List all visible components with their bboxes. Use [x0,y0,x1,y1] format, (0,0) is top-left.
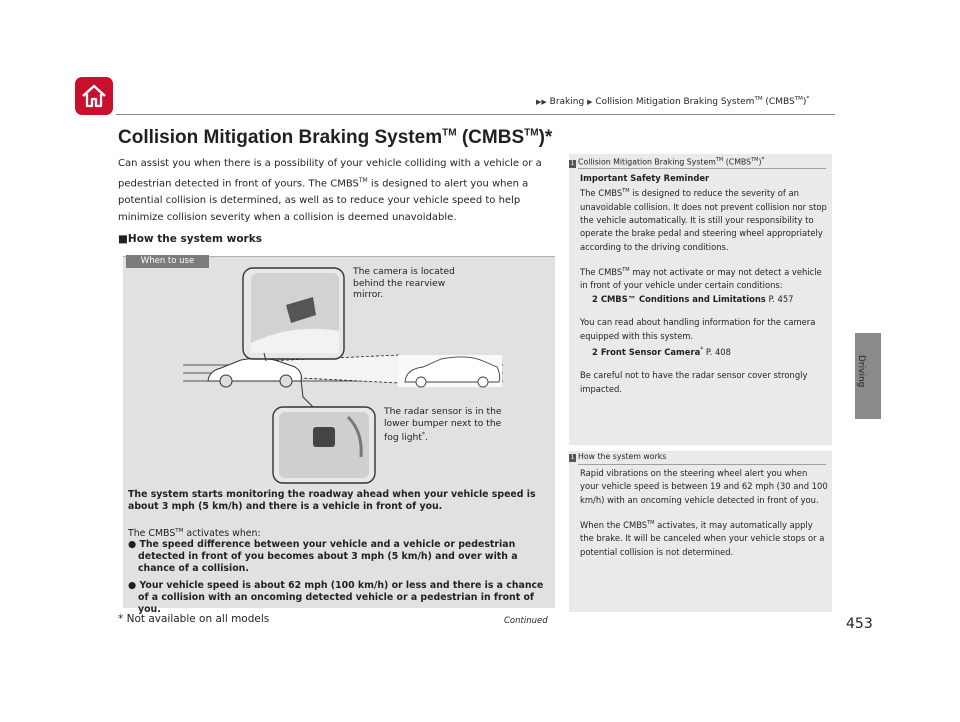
xref-arrow-icon: 2 [592,346,598,357]
page-number: 453 [846,616,873,632]
radar-note: The radar sensor is in the lower bumper next to the fog light*. [384,406,502,444]
list-item: ● Your vehicle speed is about 62 mph (100 km/h) or less and there is a chance of a collision with an oncoming detected vehicle or a pedestrian in front of you. [128,580,544,615]
section-heading: ■How the system works [118,233,262,245]
callout-line [301,380,313,407]
sidebar-note-heading: 1 Collision Mitigation Braking System™ (CMBS™)* [570,156,765,167]
breadcrumb-arrow-icon: ▶▶ [536,98,547,106]
breadcrumb-current: Collision Mitigation Braking System™ (CMBS™)* [595,95,810,107]
footnote: * Not available on all models [118,613,270,625]
note-marker-icon: 1 [570,159,575,167]
page-title: Collision Mitigation Braking System™ (CMBS™)* [118,127,553,148]
activates-text: The CMBS™ activates when: [128,528,261,540]
sidebar-note-body: Rapid vibrations on the steering wheel alert you when your vehicle speed is between 19 and 62 mph (30 and 100 km/h) with an oncoming vehicle detected in front of you. When the CMBS™ activates, it may automatically apply the brake. It will be canceled when your vehicle stops or a potential collision is not determined. [580,468,828,557]
radar-sensor [313,427,335,447]
wheel [416,377,426,387]
xref-arrow-icon: 2 [592,293,598,304]
note-marker-icon: 1 [570,454,575,461]
home-icon [80,82,108,110]
continued-label: Continued [504,616,548,626]
sidebar-divider [578,168,826,169]
header-divider [116,114,835,115]
intro-paragraph: Can assist you when there is a possibility of your vehicle colliding with a vehicle or a pedestrian detected in front of yours. The CMBS™ is designed to alert you when a potential collision is determined, as well as to reduce your vehicle speed to help minimize collision severity when a collision is deemed unavoidable. [118,158,542,224]
xref-front-sensor-camera[interactable]: 2 Front Sensor Camera* P. 408 [580,343,828,359]
sidebar-note-heading: 1 How the system works [570,452,667,461]
breadcrumb-link-braking[interactable]: Braking [549,97,585,107]
system-illustration [123,257,555,492]
section-tab-label: Driving [856,355,866,388]
when-to-use-badge: When to use [126,255,209,268]
sidebar-divider [578,464,826,465]
wheel [220,375,232,387]
wheel [280,375,292,387]
wheel [478,377,488,387]
monitor-text: The system starts monitoring the roadway ahead when your vehicle speed is about 3 mph (5 km/h) and there is a vehicle in front of you. [128,489,536,512]
camera-note: The camera is located behind the rearview mirror. [353,266,455,300]
home-button[interactable] [75,77,113,115]
xref-conditions-limitations[interactable]: 2 CMBS™ Conditions and Limitations P. 457 [580,293,828,306]
breadcrumb [536,95,809,107]
sidebar-note-body: Important Safety Reminder The CMBS™ is designed to reduce the severity of an unavoidable collision. It does not prevent collision nor stop the vehicle automatically. It is still your responsibility to operate the brake pedal and steering wheel appropriately according to the driving conditions. The CMBS™ may not activate or may not detect a vehicle in front of your vehicle under certain conditions: 2 CMBS™ Conditions and Limitations P. 457 You can read about handling information for the camera equipped with this system. 2 Front Sensor Camera* P. 408 Be careful not to have the radar sensor cover strongly impacted. [580,173,827,394]
list-item: ● The speed difference between your vehicle and a vehicle or pedestrian detected in front of you becomes about 3 mph (5 km/h) and over with a chance of a collision. [128,539,518,574]
breadcrumb-arrow-icon: ▶ [587,98,593,106]
